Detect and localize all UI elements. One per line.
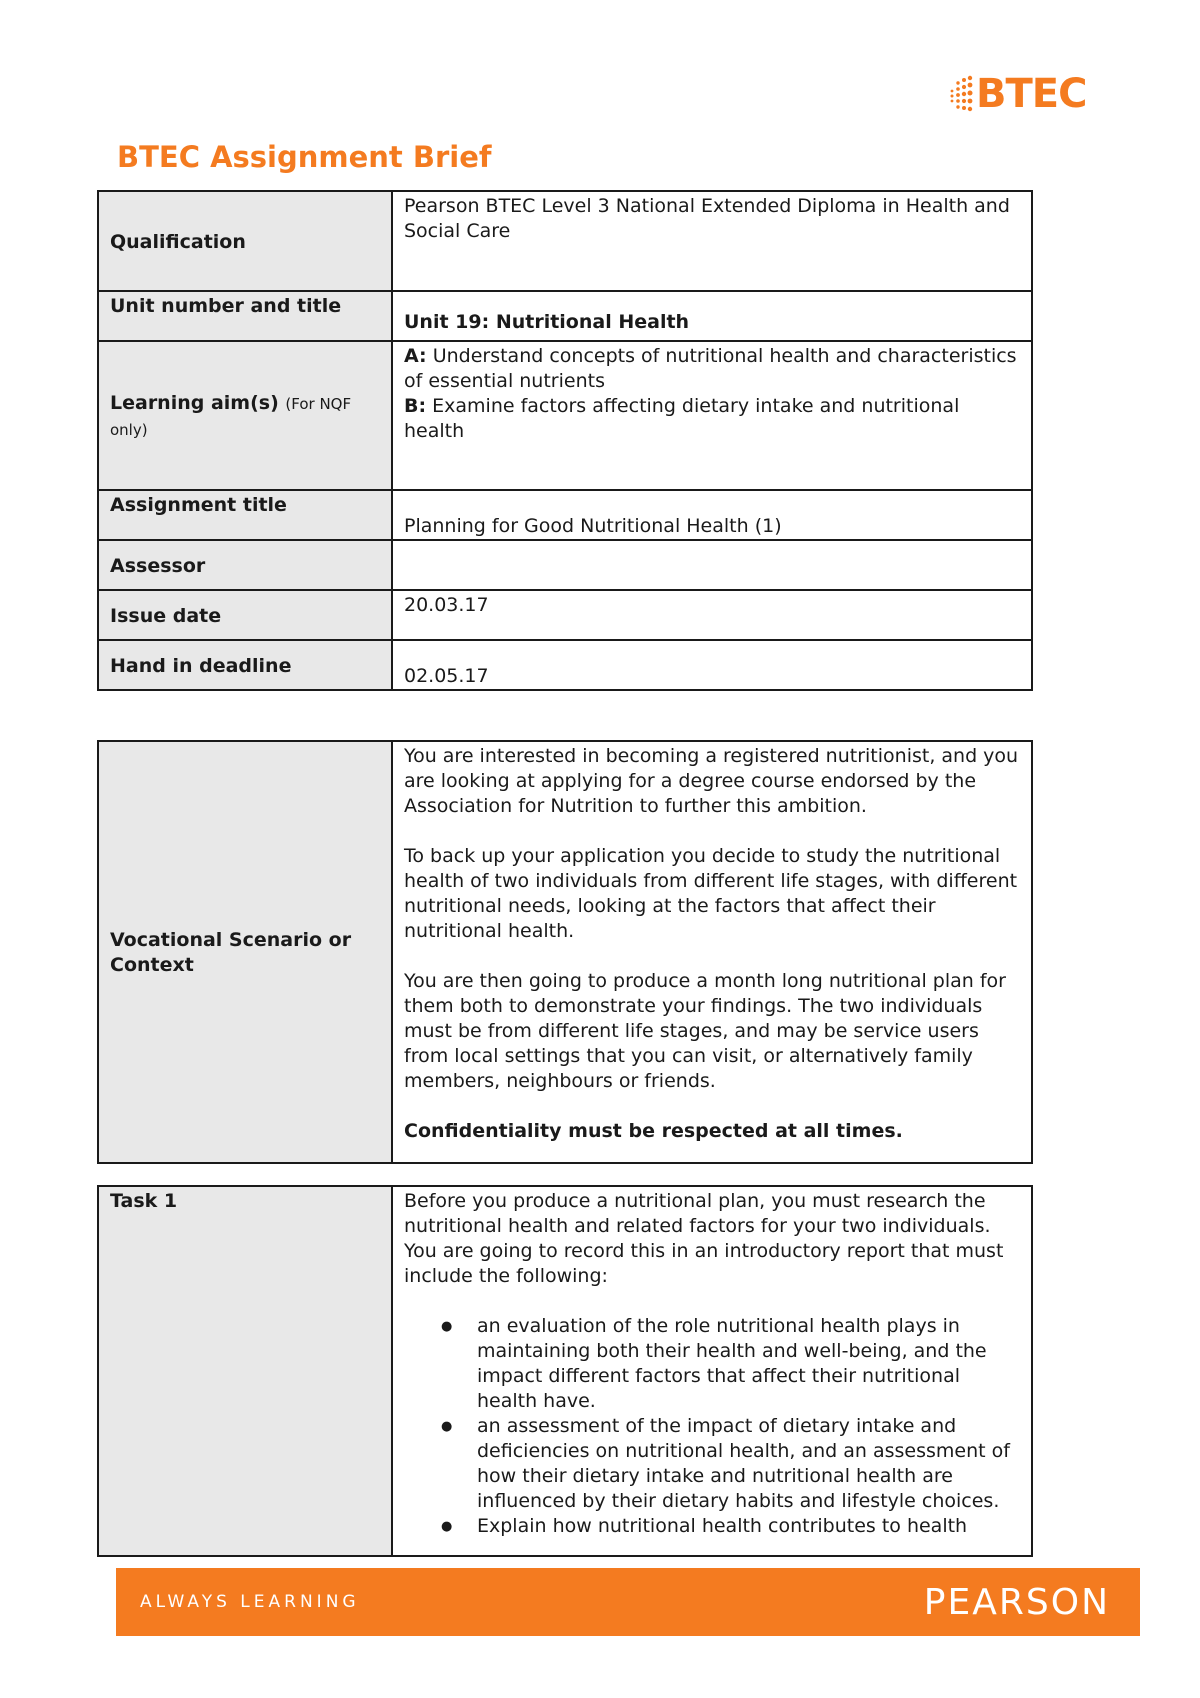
scenario-paragraph-3: You are then going to produce a month long nutritional plan for them both to demonstrate your findings. The two individuals must be from different life stages, and may be service users from local settings that you can visit, or alternatively family members, neighbours or friends. <box>404 970 1006 1092</box>
task-row <box>98 1186 1032 1556</box>
issue-date-row <box>98 590 1032 640</box>
deadline-label: Hand in deadline <box>98 640 392 690</box>
scenario-paragraph-2: To back up your application you decide to study the nutritional health of two individuals from different life stages, with different nutritional needs, looking at the factors that affect their nutritional health. <box>404 845 1018 942</box>
aim-a-text: Understand concepts of nutritional health and characteristics of essential nutrients <box>404 345 1017 392</box>
task-bullet: ● Explain how nutritional health contributes to health <box>477 1514 1020 1539</box>
scenario-paragraph-1: You are interested in becoming a registered nutritionist, and you are looking at applying for a degree course endorsed by the Association for Nutrition to further this ambition. <box>404 745 1019 817</box>
qualification-label: Qualification <box>98 191 392 291</box>
assessor-row <box>98 540 1032 590</box>
assessor-value <box>392 540 1032 590</box>
task-bullet: ● an assessment of the impact of dietary intake and deficiencies on nutritional health, and an assessment of how their dietary intake and nutritional health are influenced by their dietary habits and lifestyle choices. <box>477 1414 1020 1514</box>
aim-b <box>404 394 1020 444</box>
unit-row <box>98 291 1032 341</box>
task-bullet-list <box>404 1314 1020 1539</box>
scenario-content <box>392 741 1032 1163</box>
deadline-value: 02.05.17 <box>392 640 1032 690</box>
task-bullet: ● an evaluation of the role nutritional health plays in maintaining both their health and well-being, and the impact different factors that affect their nutritional health have. <box>477 1314 1020 1414</box>
task-content <box>392 1186 1032 1556</box>
assessor-label: Assessor <box>98 540 392 590</box>
learning-aims-row <box>98 341 1032 490</box>
scenario-table <box>97 740 1033 1164</box>
qualification-value: Pearson BTEC Level 3 National Extended Diploma in Health and Social Care <box>392 191 1032 291</box>
qualification-row <box>98 191 1032 291</box>
task-intro: Before you produce a nutritional plan, you must research the nutritional health and related factors for your two individuals. You are going to record this in an introductory report that must include the following: <box>404 1190 1004 1287</box>
pearson-logo: PEARSON <box>923 1581 1110 1623</box>
scenario-row <box>98 741 1032 1163</box>
assignment-title-value: Planning for Good Nutritional Health (1) <box>392 490 1032 540</box>
learning-aims-label <box>98 341 392 490</box>
scenario-label: Vocational Scenario or Context <box>98 741 392 1163</box>
issue-date-label: Issue date <box>98 590 392 640</box>
confidentiality-note: Confidentiality must be respected at all times. <box>404 1120 903 1142</box>
unit-value: Unit 19: Nutritional Health <box>392 291 1032 341</box>
aim-a-key: A: <box>404 345 427 367</box>
footer-tagline: ALWAYS LEARNING <box>140 1592 360 1612</box>
page-title: BTEC Assignment Brief <box>117 140 492 174</box>
task-clip <box>404 1189 1020 1553</box>
btec-logo <box>948 68 1100 120</box>
unit-label: Unit number and title <box>98 291 392 341</box>
btec-logo-text: BTEC <box>976 71 1087 117</box>
aim-a <box>404 344 1020 394</box>
aim-b-text: Examine factors affecting dietary intake and nutritional health <box>404 395 960 442</box>
issue-date-value: 20.03.17 <box>392 590 1032 640</box>
footer-banner <box>116 1568 1140 1636</box>
task-label: Task 1 <box>98 1186 392 1556</box>
learning-aims-title: Learning aim(s) <box>110 391 279 414</box>
assignment-title-row <box>98 490 1032 540</box>
btec-dots-icon <box>948 72 974 116</box>
aim-b-key: B: <box>404 395 427 417</box>
learning-aims-note: (For NQF only) <box>110 394 352 439</box>
details-table <box>97 190 1033 691</box>
assignment-title-label: Assignment title <box>98 490 392 540</box>
task-table <box>97 1185 1033 1557</box>
deadline-row <box>98 640 1032 690</box>
learning-aims-value <box>392 341 1032 490</box>
